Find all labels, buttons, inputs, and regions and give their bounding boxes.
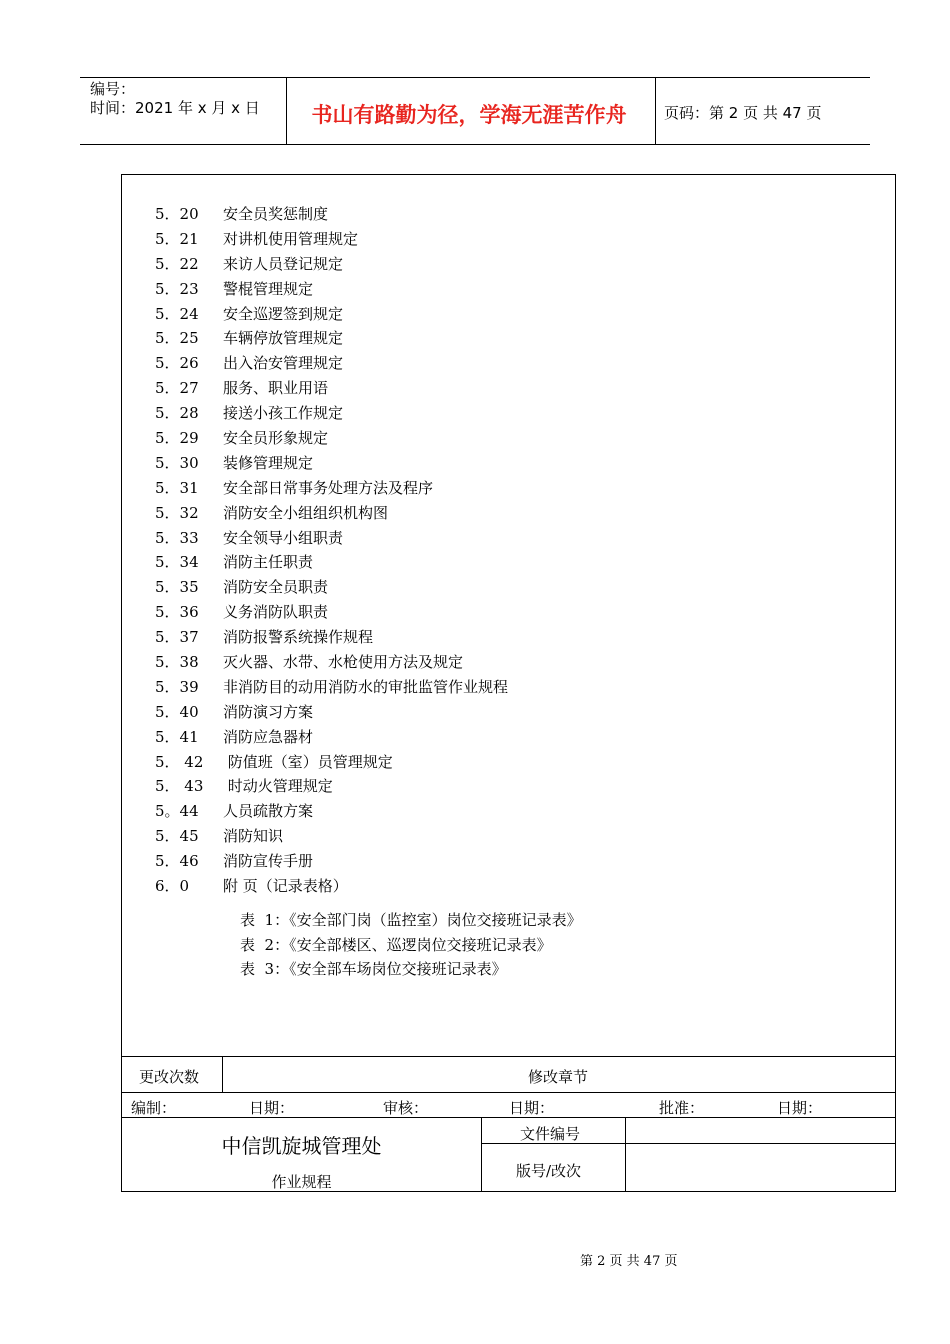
reviewed-by-label: 审核： — [383, 1099, 429, 1117]
toc-item-title: 消防演习方案 — [223, 702, 314, 721]
approved-date-label: 日期： — [777, 1099, 823, 1117]
toc-item-title: 消防安全小组组织机构图 — [223, 503, 389, 522]
toc-item-title: 出入治安管理规定 — [223, 354, 344, 373]
toc-item-title: 安全巡逻签到规定 — [223, 304, 344, 323]
toc-item-number: 5．40 — [155, 702, 199, 721]
header-divider-left — [286, 77, 287, 144]
toc-item-title: 消防主任职责 — [223, 553, 314, 572]
toc-item-number: 5． 43 — [155, 777, 204, 796]
toc-item-number: 5．37 — [155, 628, 199, 647]
organization-name: 中信凯旋城管理处 — [221, 1134, 382, 1158]
toc-item — [155, 725, 508, 750]
toc-item — [155, 501, 508, 526]
footer-block-divider-2 — [625, 1117, 626, 1192]
toc-item — [155, 824, 508, 849]
toc-item-number: 5．45 — [155, 827, 199, 846]
table-of-contents — [155, 202, 508, 899]
toc-item — [155, 326, 508, 351]
toc-item-title: 附 页（记录表格） — [223, 877, 348, 896]
header-divider-right — [655, 77, 656, 144]
revision-count-label: 更改次数 — [139, 1068, 200, 1086]
toc-item-title: 防值班（室）员管理规定 — [223, 752, 393, 771]
approval-bottom-rule — [121, 1117, 896, 1118]
header-top-rule — [80, 77, 870, 78]
toc-item — [155, 774, 508, 799]
header-page-indicator: 页码：第 2 页 共 47 页 — [664, 104, 822, 122]
toc-item — [155, 799, 508, 824]
toc-item-number: 5．23 — [155, 279, 199, 298]
toc-item-title: 消防宣传手册 — [223, 852, 314, 871]
toc-item — [155, 302, 508, 327]
attached-table-item: 表 1：《安全部门岗（监控室）岗位交接班记录表》 — [240, 911, 582, 929]
toc-item-number: 5．20 — [155, 205, 199, 223]
version-label: 版号/改次 — [516, 1162, 582, 1180]
toc-item-title: 消防知识 — [223, 827, 284, 846]
toc-item-title: 安全员形象规定 — [223, 429, 329, 448]
toc-item — [155, 376, 508, 401]
footer-block-divider-1 — [481, 1117, 482, 1192]
toc-item — [155, 575, 508, 600]
toc-item-number: 5．39 — [155, 677, 199, 696]
approved-by-label: 批准： — [659, 1099, 705, 1117]
prepared-date-label: 日期： — [249, 1099, 295, 1117]
toc-item-title: 来访人员登记规定 — [223, 254, 344, 273]
toc-item-number: 5．25 — [155, 329, 199, 348]
toc-item — [155, 625, 508, 650]
toc-item-title: 安全部日常事务处理方法及程序 — [223, 478, 434, 497]
toc-item — [155, 351, 508, 376]
toc-item — [155, 401, 508, 426]
toc-item-number: 5．46 — [155, 852, 199, 871]
toc-item — [155, 650, 508, 675]
page-footer-text: 第 2 页 共 47 页 — [580, 1254, 678, 1269]
toc-item — [155, 700, 508, 725]
file-number-label: 文件编号 — [520, 1125, 581, 1143]
toc-item-title: 对讲机使用管理规定 — [223, 229, 359, 248]
toc-item-number: 5．32 — [155, 503, 199, 522]
toc-item-number: 5．34 — [155, 553, 199, 572]
toc-item-title: 装修管理规定 — [223, 453, 314, 472]
toc-item-title: 人员疏散方案 — [223, 802, 314, 821]
revision-top-rule — [121, 1056, 896, 1057]
time-label: 时间：2021 年 x 月 x 日 — [90, 99, 260, 117]
toc-item-number: 5．30 — [155, 453, 199, 472]
toc-item — [155, 426, 508, 451]
toc-item-number: 5．21 — [155, 229, 199, 248]
toc-item — [155, 750, 508, 775]
toc-item-number: 5． 42 — [155, 752, 204, 771]
toc-item — [155, 600, 508, 625]
prepared-by-label: 编制： — [131, 1099, 177, 1117]
toc-item-title: 警棍管理规定 — [223, 279, 314, 298]
toc-item — [155, 526, 508, 551]
attached-table-list — [240, 908, 582, 982]
toc-item-number: 5．35 — [155, 578, 199, 597]
toc-item-number: 5。44 — [155, 802, 199, 821]
header-motto: 书山有路勤为径，学海无涯苦作舟 — [311, 103, 627, 127]
toc-item-number: 5．24 — [155, 304, 199, 323]
toc-item-number: 5．38 — [155, 653, 199, 672]
attached-table-item: 表 2：《安全部楼区、巡逻岗位交接班记录表》 — [240, 935, 552, 954]
toc-item-number: 5．33 — [155, 528, 199, 547]
toc-item-title: 消防安全员职责 — [223, 578, 329, 597]
toc-item-title: 服务、职业用语 — [223, 379, 329, 398]
toc-item — [155, 476, 508, 501]
toc-item-number: 5．28 — [155, 404, 199, 423]
revision-divider — [222, 1056, 223, 1092]
revision-section-label: 修改章节 — [528, 1068, 589, 1086]
toc-item — [155, 874, 508, 899]
toc-item — [155, 227, 508, 252]
revision-bottom-rule — [121, 1092, 896, 1093]
toc-item — [155, 849, 508, 874]
toc-item-title: 车辆停放管理规定 — [223, 329, 344, 348]
toc-item — [155, 252, 508, 277]
toc-item-number: 5．31 — [155, 478, 199, 497]
toc-item-title: 时动火管理规定 — [223, 777, 333, 796]
attached-table-item: 表 3：《安全部车场岗位交接班记录表》 — [240, 960, 507, 978]
toc-item-title: 义务消防队职责 — [223, 603, 329, 622]
toc-item-title: 接送小孩工作规定 — [223, 404, 344, 423]
toc-item-title: 消防报警系统操作规程 — [223, 628, 374, 647]
toc-item — [155, 277, 508, 302]
toc-item-number: 5．36 — [155, 603, 199, 622]
toc-item — [155, 451, 508, 476]
document-type: 作业规程 — [271, 1173, 332, 1191]
toc-item-title: 灭火器、水带、水枪使用方法及规定 — [223, 653, 464, 672]
toc-item — [155, 550, 508, 575]
toc-item-number: 5．29 — [155, 429, 199, 448]
toc-item — [155, 202, 508, 227]
toc-item-title: 非消防目的动用消防水的审批监管作业规程 — [223, 677, 509, 696]
reviewed-date-label: 日期： — [509, 1099, 555, 1117]
toc-item-number: 5．41 — [155, 727, 199, 746]
toc-item — [155, 675, 508, 700]
toc-item-title: 消防应急器材 — [223, 727, 314, 746]
toc-item-number: 5．22 — [155, 254, 199, 273]
serial-label: 编号： — [90, 80, 136, 98]
toc-item-number: 5．26 — [155, 354, 199, 373]
toc-item-title: 安全领导小组职责 — [223, 528, 344, 547]
toc-item-number: 6．0 — [155, 877, 190, 896]
header-bottom-rule — [80, 144, 870, 145]
toc-item-title: 安全员奖惩制度 — [223, 205, 329, 223]
toc-item-number: 5．27 — [155, 379, 199, 398]
